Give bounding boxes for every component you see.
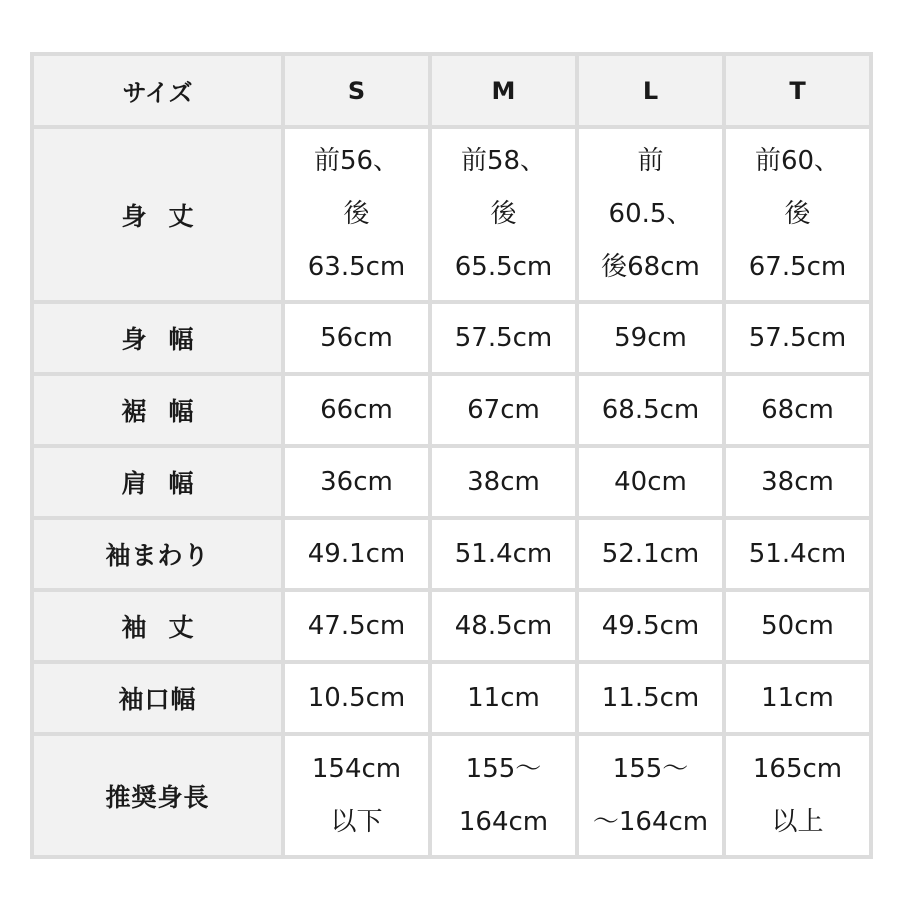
value-hem-width-t: 68cm — [726, 376, 869, 444]
table-row-sleeve-circumference — [34, 520, 869, 588]
value-sleeve-length-t: 50cm — [726, 592, 869, 660]
value-line: 154cm — [311, 753, 402, 784]
value-line: 65.5cm — [454, 252, 553, 282]
size-column-m: M — [432, 56, 575, 125]
row-label-recommended-height: 推奨身長 — [34, 736, 281, 855]
value-cuff-width-s: 10.5cm — [285, 664, 428, 732]
value-length-t — [726, 129, 869, 300]
value-shoulder-width-m: 38cm — [432, 448, 575, 516]
value-hem-width-l: 68.5cm — [579, 376, 722, 444]
value-recommended-height-l — [579, 736, 722, 855]
value-line: 前 — [637, 146, 664, 176]
value-length-l — [579, 129, 722, 300]
table-row-shoulder-width — [34, 448, 869, 516]
value-line: 以上 — [771, 806, 824, 837]
value-line: 63.5cm — [307, 252, 406, 282]
value-sleeve-length-l: 49.5cm — [579, 592, 722, 660]
value-line: 後68cm — [601, 252, 700, 282]
value-hem-width-m: 67cm — [432, 376, 575, 444]
value-recommended-height-t — [726, 736, 869, 855]
value-recommended-height-m — [432, 736, 575, 855]
header-row — [34, 56, 869, 125]
value-line: 164cm — [458, 806, 549, 837]
value-line: 〜164cm — [592, 806, 709, 837]
value-body-width-t: 57.5cm — [726, 304, 869, 372]
value-sleeve-circumference-l: 52.1cm — [579, 520, 722, 588]
value-line: 前60、 — [754, 146, 841, 176]
table-row-cuff-width — [34, 664, 869, 732]
value-sleeve-circumference-m: 51.4cm — [432, 520, 575, 588]
value-sleeve-length-m: 48.5cm — [432, 592, 575, 660]
table-row-body-width — [34, 304, 869, 372]
row-label-sleeve-length: 袖丈 — [34, 592, 281, 660]
table-row-recommended-height — [34, 736, 869, 855]
value-line: 以下 — [330, 806, 383, 837]
value-line: 後 — [490, 199, 517, 229]
value-shoulder-width-s: 36cm — [285, 448, 428, 516]
size-column-t: T — [726, 56, 869, 125]
size-header-label: サイズ — [34, 56, 281, 125]
value-line: 前58、 — [460, 146, 547, 176]
value-line: 60.5、 — [608, 199, 693, 229]
size-column-s: S — [285, 56, 428, 125]
row-label-body-width: 身幅 — [34, 304, 281, 372]
row-label-length: 身丈 — [34, 129, 281, 300]
row-label-hem-width: 裾幅 — [34, 376, 281, 444]
value-body-width-l: 59cm — [579, 304, 722, 372]
value-sleeve-length-s: 47.5cm — [285, 592, 428, 660]
row-label-cuff-width: 袖口幅 — [34, 664, 281, 732]
table-row-hem-width — [34, 376, 869, 444]
value-shoulder-width-t: 38cm — [726, 448, 869, 516]
value-line: 165cm — [752, 753, 843, 784]
row-label-shoulder-width: 肩幅 — [34, 448, 281, 516]
size-column-l: L — [579, 56, 722, 125]
table-row-sleeve-length — [34, 592, 869, 660]
value-sleeve-circumference-t: 51.4cm — [726, 520, 869, 588]
value-line: 後 — [343, 199, 370, 229]
size-chart-table — [30, 52, 873, 859]
value-length-m — [432, 129, 575, 300]
value-body-width-m: 57.5cm — [432, 304, 575, 372]
value-sleeve-circumference-s: 49.1cm — [285, 520, 428, 588]
value-cuff-width-l: 11.5cm — [579, 664, 722, 732]
value-line: 155〜 — [465, 753, 542, 784]
value-line: 67.5cm — [748, 252, 847, 282]
value-line: 前56、 — [313, 146, 400, 176]
value-cuff-width-m: 11cm — [432, 664, 575, 732]
value-recommended-height-s — [285, 736, 428, 855]
value-shoulder-width-l: 40cm — [579, 448, 722, 516]
table-row-length — [34, 129, 869, 300]
row-label-sleeve-circumference: 袖まわり — [34, 520, 281, 588]
value-body-width-s: 56cm — [285, 304, 428, 372]
value-line: 155〜 — [612, 753, 689, 784]
value-cuff-width-t: 11cm — [726, 664, 869, 732]
value-line: 後 — [784, 199, 811, 229]
value-length-s — [285, 129, 428, 300]
value-hem-width-s: 66cm — [285, 376, 428, 444]
